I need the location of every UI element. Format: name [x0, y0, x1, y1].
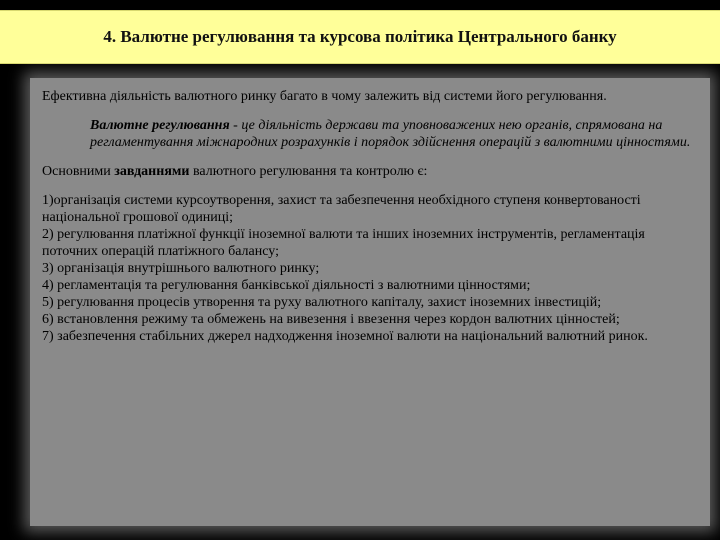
tasks-list	[42, 192, 698, 345]
slide-title: 4. Валютне регулювання та курсова політика Центрального банку	[103, 27, 617, 46]
definition-term: Валютне регулювання	[90, 118, 230, 133]
tasks-intro-bold: завданнями	[114, 164, 190, 179]
tasks-intro-after: валютного регулювання та контролю є:	[189, 164, 428, 179]
tasks-intro-before: Основними	[42, 164, 115, 179]
list-item: 3) організація внутрішнього валютного ринку;	[42, 261, 320, 276]
list-item: 1)організація системи курсоутворення, захист та забезпечення необхідного ступеня конвертованості національної грошової одиниці;	[42, 193, 641, 225]
list-item: 2) регулювання платіжної функції іноземної валюти та інших іноземних інструментів, регламентація поточних операцій платіжного балансу;	[42, 227, 645, 259]
list-item: 7) забезпечення стабільних джерел надходження іноземної валюти на національний валютний ринок.	[42, 329, 648, 344]
definition-text: - це діяльність держави та уповноважених нею органів, спрямована на регламентування міжнародних розрахунків і порядок здійснення операцій з валютними цінностями.	[90, 118, 691, 150]
list-item: 6) встановлення режиму та обмежень на вивезення і ввезення через кордон валютних цінностей;	[42, 312, 620, 327]
definition-paragraph	[90, 117, 698, 151]
tasks-intro	[42, 163, 698, 180]
list-item: 5) регулювання процесів утворення та руху валютного капіталу, захист іноземних інвестицій;	[42, 295, 602, 310]
content-panel	[30, 78, 710, 526]
list-item: 4) регламентація та регулювання банківської діяльності з валютними цінностями;	[42, 278, 531, 293]
title-bar	[0, 10, 720, 64]
intro-paragraph: Ефективна діяльність валютного ринку багато в чому залежить від системи його регулювання.	[42, 89, 607, 104]
